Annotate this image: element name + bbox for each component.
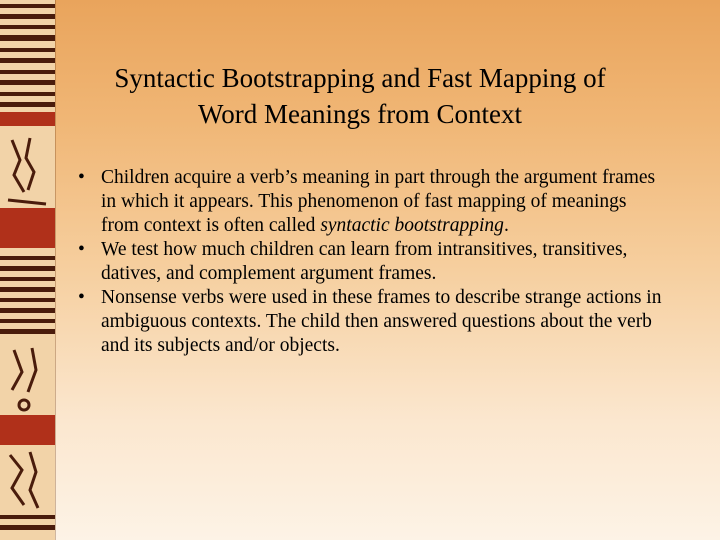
bullet-mark: • xyxy=(78,167,85,188)
tribal-pattern-band xyxy=(0,0,55,540)
slide-title xyxy=(60,60,660,132)
bullet-mark: • xyxy=(78,287,85,308)
bullet-3-text: Nonsense verbs were used in these frames to describe strange actions in ambiguous contexts. The child then answered questions about the verb and its subjects and/or objects. xyxy=(101,287,662,356)
title-line-1: Syntactic Bootstrapping and Fast Mapping of xyxy=(114,63,606,93)
title-line-2: Word Meanings from Context xyxy=(197,99,523,129)
bullet-item-1 xyxy=(78,166,668,238)
bullet-list xyxy=(78,166,668,358)
bullet-1-text: Children acquire a verb’s meaning in part through the argument frames in which it appears. This phenomenon of fast mapping of meanings from context is often called xyxy=(101,167,656,236)
bullet-mark: • xyxy=(78,239,85,260)
bullet-1-period: . xyxy=(503,215,509,236)
tribal-pattern-graphic xyxy=(0,0,55,540)
bullet-item-2 xyxy=(78,238,668,286)
band-divider xyxy=(55,0,56,540)
bullet-1-italic-term: syntactic bootstrapping xyxy=(320,215,504,236)
bullet-2-text: We test how much children can learn from intransitives, transitives, datives, and complement argument frames. xyxy=(101,239,628,284)
bullet-item-3 xyxy=(78,286,668,358)
